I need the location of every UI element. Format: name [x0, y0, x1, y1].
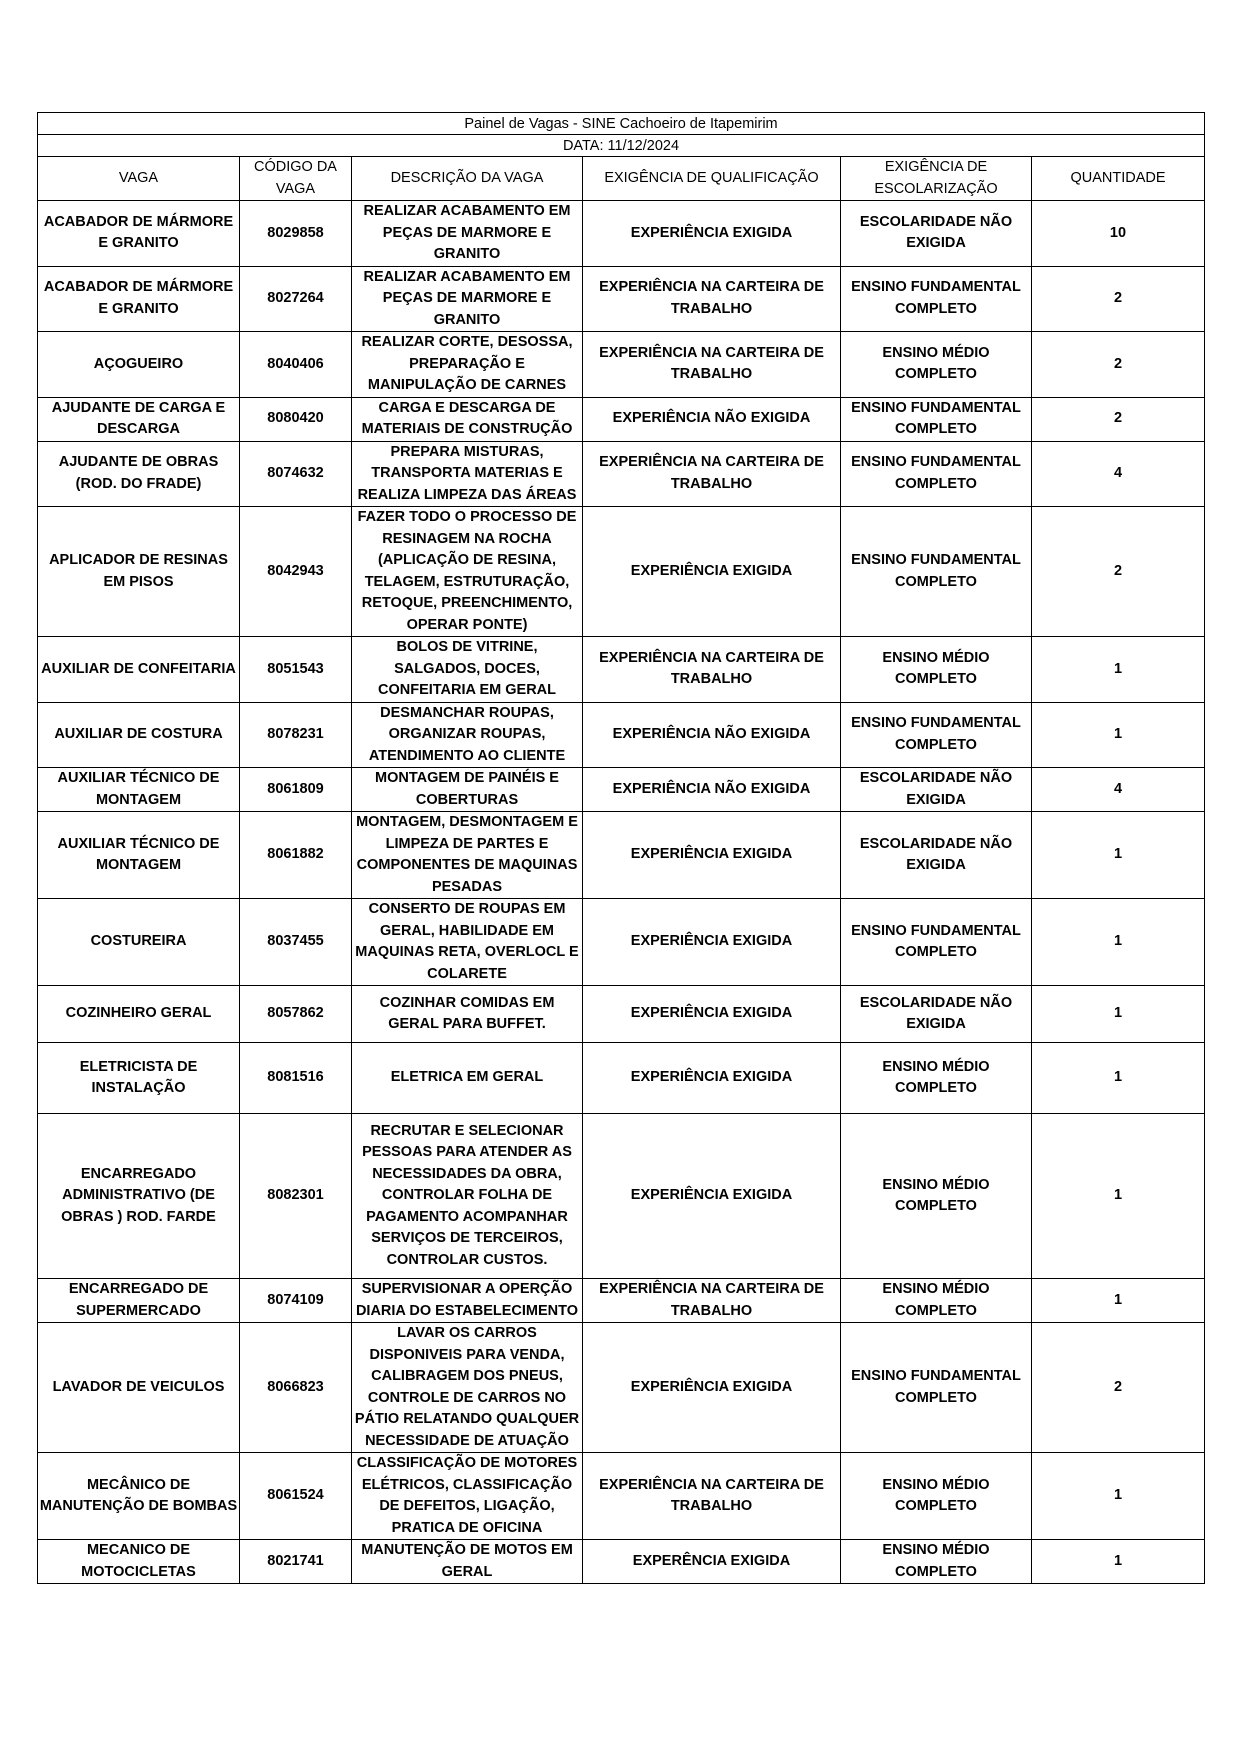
table-row	[38, 986, 1205, 1043]
education-requirement-cell: ESCOLARIDADE NÃO EXIGIDA	[841, 201, 1032, 267]
qualification-requirement-cell: EXPERIÊNCIA NA CARTEIRA DE TRABALHO	[583, 1453, 841, 1540]
education-requirement-cell: ESCOLARIDADE NÃO EXIGIDA	[841, 768, 1032, 812]
table-row	[38, 1043, 1205, 1114]
job-description-cell: REALIZAR ACABAMENTO EM PEÇAS DE MARMORE E GRANITO	[352, 201, 583, 267]
education-requirement-cell: ENSINO MÉDIO COMPLETO	[841, 1540, 1032, 1584]
job-title-cell: ACABADOR DE MÁRMORE E GRANITO	[38, 266, 240, 332]
job-code-cell: 8078231	[240, 702, 352, 768]
job-code-cell: 8061882	[240, 812, 352, 899]
quantity-cell: 2	[1032, 507, 1205, 637]
job-description-cell: CONSERTO DE ROUPAS EM GERAL, HABILIDADE EM MAQUINAS RETA, OVERLOCL E COLARETE	[352, 899, 583, 986]
quantity-cell: 1	[1032, 1540, 1205, 1584]
table-row	[38, 1453, 1205, 1540]
table-row	[38, 768, 1205, 812]
job-description-cell: REALIZAR CORTE, DESOSSA, PREPARAÇÃO E MANIPULAÇÃO DE CARNES	[352, 332, 583, 398]
job-title-cell: COZINHEIRO GERAL	[38, 986, 240, 1043]
job-description-cell: MONTAGEM, DESMONTAGEM E LIMPEZA DE PARTES E COMPONENTES DE MAQUINAS PESADAS	[352, 812, 583, 899]
education-requirement-cell: ENSINO MÉDIO COMPLETO	[841, 1279, 1032, 1323]
job-title-cell: AUXILIAR TÉCNICO DE MONTAGEM	[38, 812, 240, 899]
job-vacancies-table	[37, 112, 1205, 1584]
job-description-cell: MONTAGEM DE PAINÉIS E COBERTURAS	[352, 768, 583, 812]
job-title-cell: MECANICO DE MOTOCICLETAS	[38, 1540, 240, 1584]
column-header-row	[38, 157, 1205, 201]
quantity-cell: 2	[1032, 397, 1205, 441]
quantity-cell: 2	[1032, 266, 1205, 332]
column-header-vaga: VAGA	[38, 157, 240, 201]
education-requirement-cell: ENSINO MÉDIO COMPLETO	[841, 1043, 1032, 1114]
education-requirement-cell: ENSINO MÉDIO COMPLETO	[841, 637, 1032, 703]
qualification-requirement-cell: EXPERÊNCIA EXIGIDA	[583, 1540, 841, 1584]
education-requirement-cell: ENSINO FUNDAMENTAL COMPLETO	[841, 397, 1032, 441]
education-requirement-cell: ENSINO MÉDIO COMPLETO	[841, 1453, 1032, 1540]
job-title-cell: COSTUREIRA	[38, 899, 240, 986]
job-code-cell: 8021741	[240, 1540, 352, 1584]
job-code-cell: 8057862	[240, 986, 352, 1043]
education-requirement-cell: ENSINO MÉDIO COMPLETO	[841, 1114, 1032, 1279]
table-row	[38, 332, 1205, 398]
job-title-cell: ENCARREGADO ADMINISTRATIVO (DE OBRAS ) ROD. FARDE	[38, 1114, 240, 1279]
report-date: DATA: 11/12/2024	[38, 135, 1205, 157]
quantity-cell: 4	[1032, 441, 1205, 507]
qualification-requirement-cell: EXPERIÊNCIA NA CARTEIRA DE TRABALHO	[583, 332, 841, 398]
column-header-descricao: DESCRIÇÃO DA VAGA	[352, 157, 583, 201]
qualification-requirement-cell: EXPERIÊNCIA EXIGIDA	[583, 1323, 841, 1453]
quantity-cell: 10	[1032, 201, 1205, 267]
education-requirement-cell: ENSINO FUNDAMENTAL COMPLETO	[841, 507, 1032, 637]
job-code-cell: 8074109	[240, 1279, 352, 1323]
qualification-requirement-cell: EXPERIÊNCIA NÃO EXIGIDA	[583, 397, 841, 441]
job-title-cell: ELETRICISTA DE INSTALAÇÃO	[38, 1043, 240, 1114]
job-code-cell: 8040406	[240, 332, 352, 398]
job-description-cell: COZINHAR COMIDAS EM GERAL PARA BUFFET.	[352, 986, 583, 1043]
table-row	[38, 201, 1205, 267]
job-title-cell: MECÂNICO DE MANUTENÇÃO DE BOMBAS	[38, 1453, 240, 1540]
column-header-quantidade: QUANTIDADE	[1032, 157, 1205, 201]
job-code-cell: 8066823	[240, 1323, 352, 1453]
table-row	[38, 1114, 1205, 1279]
quantity-cell: 4	[1032, 768, 1205, 812]
table-row	[38, 899, 1205, 986]
job-description-cell: FAZER TODO O PROCESSO DE RESINAGEM NA ROCHA (APLICAÇÃO DE RESINA, TELAGEM, ESTRUTURAÇÃO, RETOQUE, PREENCHIMENTO, OPERAR PONTE)	[352, 507, 583, 637]
column-header-codigo: CÓDIGO DA VAGA	[240, 157, 352, 201]
job-code-cell: 8037455	[240, 899, 352, 986]
job-code-cell: 8082301	[240, 1114, 352, 1279]
quantity-cell: 1	[1032, 1453, 1205, 1540]
job-code-cell: 8061524	[240, 1453, 352, 1540]
quantity-cell: 1	[1032, 1043, 1205, 1114]
qualification-requirement-cell: EXPERIÊNCIA NÃO EXIGIDA	[583, 768, 841, 812]
qualification-requirement-cell: EXPERIÊNCIA EXIGIDA	[583, 899, 841, 986]
job-code-cell: 8027264	[240, 266, 352, 332]
qualification-requirement-cell: EXPERIÊNCIA NA CARTEIRA DE TRABALHO	[583, 637, 841, 703]
date-row	[38, 135, 1205, 157]
education-requirement-cell: ENSINO FUNDAMENTAL COMPLETO	[841, 899, 1032, 986]
education-requirement-cell: ENSINO FUNDAMENTAL COMPLETO	[841, 702, 1032, 768]
job-description-cell: CARGA E DESCARGA DE MATERIAIS DE CONSTRUÇÃO	[352, 397, 583, 441]
qualification-requirement-cell: EXPERIÊNCIA NÃO EXIGIDA	[583, 702, 841, 768]
education-requirement-cell: ENSINO FUNDAMENTAL COMPLETO	[841, 441, 1032, 507]
table-row	[38, 812, 1205, 899]
table-body	[38, 201, 1205, 1584]
job-code-cell: 8080420	[240, 397, 352, 441]
job-title-cell: AUXILIAR DE COSTURA	[38, 702, 240, 768]
table-row	[38, 702, 1205, 768]
education-requirement-cell: ENSINO FUNDAMENTAL COMPLETO	[841, 266, 1032, 332]
job-title-cell: AJUDANTE DE CARGA E DESCARGA	[38, 397, 240, 441]
table-row	[38, 637, 1205, 703]
table-row	[38, 1540, 1205, 1584]
job-code-cell: 8042943	[240, 507, 352, 637]
job-description-cell: ELETRICA EM GERAL	[352, 1043, 583, 1114]
job-code-cell: 8061809	[240, 768, 352, 812]
qualification-requirement-cell: EXPERIÊNCIA EXIGIDA	[583, 812, 841, 899]
qualification-requirement-cell: EXPERIÊNCIA NA CARTEIRA DE TRABALHO	[583, 1279, 841, 1323]
quantity-cell: 2	[1032, 332, 1205, 398]
quantity-cell: 1	[1032, 702, 1205, 768]
job-description-cell: MANUTENÇÃO DE MOTOS EM GERAL	[352, 1540, 583, 1584]
education-requirement-cell: ENSINO MÉDIO COMPLETO	[841, 332, 1032, 398]
table-row	[38, 266, 1205, 332]
qualification-requirement-cell: EXPERIÊNCIA EXIGIDA	[583, 986, 841, 1043]
title-row	[38, 113, 1205, 135]
job-code-cell: 8074632	[240, 441, 352, 507]
table-row	[38, 507, 1205, 637]
job-code-cell: 8081516	[240, 1043, 352, 1114]
quantity-cell: 1	[1032, 986, 1205, 1043]
job-title-cell: ENCARREGADO DE SUPERMERCADO	[38, 1279, 240, 1323]
qualification-requirement-cell: EXPERIÊNCIA NA CARTEIRA DE TRABALHO	[583, 266, 841, 332]
job-description-cell: BOLOS DE VITRINE, SALGADOS, DOCES, CONFEITARIA EM GERAL	[352, 637, 583, 703]
job-title-cell: AJUDANTE DE OBRAS (ROD. DO FRADE)	[38, 441, 240, 507]
qualification-requirement-cell: EXPERIÊNCIA EXIGIDA	[583, 507, 841, 637]
job-description-cell: REALIZAR ACABAMENTO EM PEÇAS DE MARMORE E GRANITO	[352, 266, 583, 332]
job-title-cell: LAVADOR DE VEICULOS	[38, 1323, 240, 1453]
job-title-cell: AUXILIAR DE CONFEITARIA	[38, 637, 240, 703]
page-title: Painel de Vagas - SINE Cachoeiro de Itapemirim	[38, 113, 1205, 135]
job-title-cell: APLICADOR DE RESINAS EM PISOS	[38, 507, 240, 637]
quantity-cell: 2	[1032, 1323, 1205, 1453]
education-requirement-cell: ESCOLARIDADE NÃO EXIGIDA	[841, 986, 1032, 1043]
job-title-cell: AUXILIAR TÉCNICO DE MONTAGEM	[38, 768, 240, 812]
job-description-cell: DESMANCHAR ROUPAS, ORGANIZAR ROUPAS, ATENDIMENTO AO CLIENTE	[352, 702, 583, 768]
quantity-cell: 1	[1032, 637, 1205, 703]
job-description-cell: PREPARA MISTURAS, TRANSPORTA MATERIAS E REALIZA LIMPEZA DAS ÁREAS	[352, 441, 583, 507]
qualification-requirement-cell: EXPERIÊNCIA EXIGIDA	[583, 1043, 841, 1114]
job-description-cell: RECRUTAR E SELECIONAR PESSOAS PARA ATENDER AS NECESSIDADES DA OBRA, CONTROLAR FOLHA DE PAGAMENTO ACOMPANHAR SERVIÇOS DE TERCEIROS, CONTROLAR CUSTOS.	[352, 1114, 583, 1279]
job-description-cell: CLASSIFICAÇÃO DE MOTORES ELÉTRICOS, CLASSIFICAÇÃO DE DEFEITOS, LIGAÇÃO, PRATICA DE OFICINA	[352, 1453, 583, 1540]
quantity-cell: 1	[1032, 1114, 1205, 1279]
table-row	[38, 1279, 1205, 1323]
job-description-cell: LAVAR OS CARROS DISPONIVEIS PARA VENDA, CALIBRAGEM DOS PNEUS, CONTROLE DE CARROS NO PÁTIO RELATANDO QUALQUER NECESSIDADE DE ATUAÇÃO	[352, 1323, 583, 1453]
education-requirement-cell: ESCOLARIDADE NÃO EXIGIDA	[841, 812, 1032, 899]
quantity-cell: 1	[1032, 899, 1205, 986]
table-row	[38, 397, 1205, 441]
quantity-cell: 1	[1032, 1279, 1205, 1323]
qualification-requirement-cell: EXPERIÊNCIA EXIGIDA	[583, 1114, 841, 1279]
job-description-cell: SUPERVISIONAR A OPERÇÃO DIARIA DO ESTABELECIMENTO	[352, 1279, 583, 1323]
education-requirement-cell: ENSINO FUNDAMENTAL COMPLETO	[841, 1323, 1032, 1453]
quantity-cell: 1	[1032, 812, 1205, 899]
table-row	[38, 441, 1205, 507]
qualification-requirement-cell: EXPERIÊNCIA NA CARTEIRA DE TRABALHO	[583, 441, 841, 507]
column-header-qualificacao: EXIGÊNCIA DE QUALIFICAÇÃO	[583, 157, 841, 201]
job-title-cell: AÇOGUEIRO	[38, 332, 240, 398]
job-title-cell: ACABADOR DE MÁRMORE E GRANITO	[38, 201, 240, 267]
qualification-requirement-cell: EXPERIÊNCIA EXIGIDA	[583, 201, 841, 267]
job-code-cell: 8029858	[240, 201, 352, 267]
column-header-escolaridade: EXIGÊNCIA DE ESCOLARIZAÇÃO	[841, 157, 1032, 201]
table-row	[38, 1323, 1205, 1453]
job-code-cell: 8051543	[240, 637, 352, 703]
